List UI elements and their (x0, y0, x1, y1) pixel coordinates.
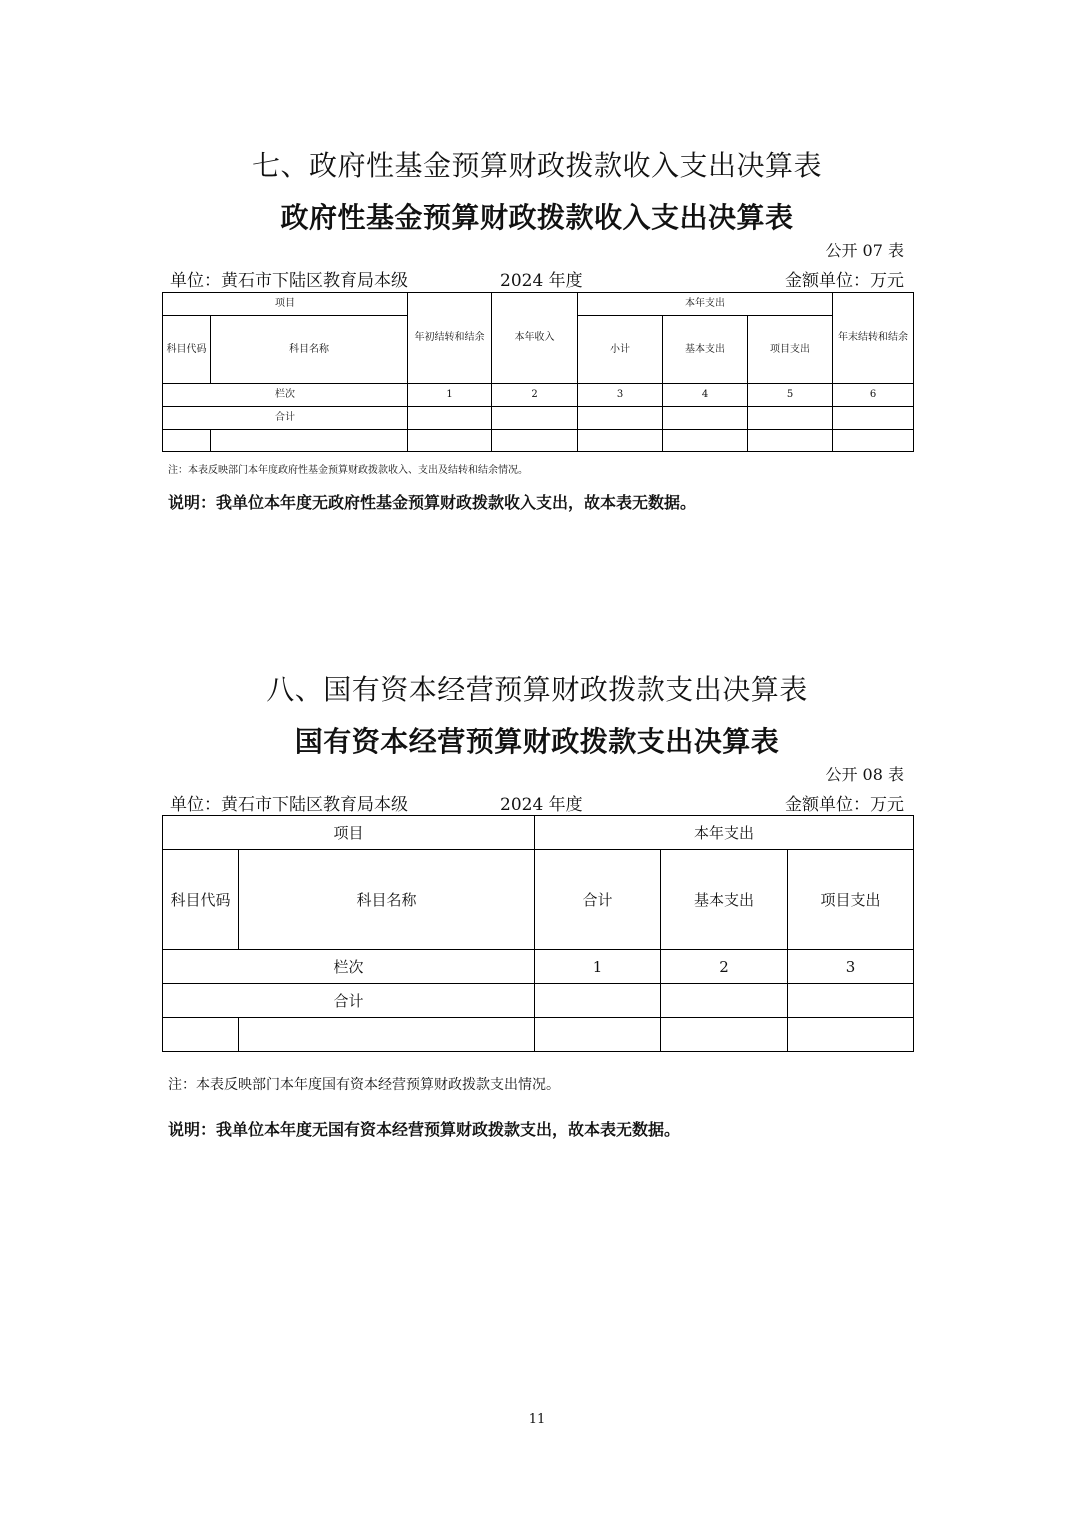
section7-year: 2024 年度 (500, 271, 583, 291)
page-number: 11 (528, 1412, 546, 1427)
table-cell (578, 430, 663, 452)
header-subtotal: 小计 (578, 316, 663, 384)
header-name: 科目名称 (211, 316, 408, 384)
table-cell (663, 430, 748, 452)
section7-note: 注：本表反映部门本年度政府性基金预算财政拨款收入、支出及结转和结余情况。 (168, 465, 528, 476)
section7-heading: 七、政府性基金预算财政拨款收入支出决算表 (251, 149, 822, 182)
column-number-label: 栏次 (163, 950, 535, 984)
section7-table-title: 政府性基金预算财政拨款收入支出决算表 (280, 201, 794, 234)
table-cell (408, 407, 492, 430)
table-cell (239, 1018, 535, 1052)
column-number: 2 (492, 384, 578, 407)
header-project: 项目支出 (748, 316, 833, 384)
table-cell (535, 984, 661, 1018)
table-cell (748, 407, 833, 430)
header-name: 科目名称 (239, 850, 535, 950)
header-project: 项目支出 (788, 850, 914, 950)
header-end-balance: 年末结转和结余 (833, 293, 914, 384)
table-cell (661, 984, 788, 1018)
section8-meta-row (170, 790, 904, 815)
table-cell (535, 1018, 661, 1052)
section7-unit: 单位：黄石市下陆区教育局本级 (170, 271, 408, 291)
column-number-row (163, 384, 914, 407)
section8-note: 注：本表反映部门本年度国有资本经营预算财政拨款支出情况。 (168, 1077, 560, 1093)
table-cell (163, 430, 211, 452)
table-cell (492, 407, 578, 430)
header-item: 项目 (163, 293, 408, 316)
section7-money-unit: 金额单位：万元 (785, 271, 904, 291)
column-number: 5 (748, 384, 833, 407)
column-number: 6 (833, 384, 914, 407)
header-total: 合计 (535, 850, 661, 950)
table-cell (492, 430, 578, 452)
table-cell (661, 1018, 788, 1052)
total-label: 合计 (163, 984, 535, 1018)
section8-table-title: 国有资本经营预算财政拨款支出决算表 (294, 725, 780, 758)
total-label: 合计 (163, 407, 408, 430)
column-number: 1 (408, 384, 492, 407)
section7-table (162, 292, 914, 452)
column-number: 3 (578, 384, 663, 407)
total-row (163, 407, 914, 430)
column-number-row (163, 950, 914, 984)
header-expense: 本年支出 (535, 816, 914, 850)
section8-unit: 单位：黄石市下陆区教育局本级 (170, 795, 408, 815)
section8-explain: 说明：我单位本年度无国有资本经营预算财政拨款支出，故本表无数据。 (168, 1120, 681, 1139)
table-cell (833, 430, 914, 452)
table-cell (408, 430, 492, 452)
table-cell (788, 1018, 914, 1052)
table-cell (163, 1018, 239, 1052)
table-cell (748, 430, 833, 452)
header-code: 科目代码 (163, 850, 239, 950)
header-begin-balance: 年初结转和结余 (408, 293, 492, 384)
section8-money-unit: 金额单位：万元 (785, 795, 904, 815)
header-basic: 基本支出 (661, 850, 788, 950)
section8-heading: 八、国有资本经营预算财政拨款支出决算表 (266, 673, 808, 706)
header-income: 本年收入 (492, 293, 578, 384)
table-row (163, 1018, 914, 1052)
section8-year: 2024 年度 (500, 795, 583, 815)
section7-meta-row (170, 266, 904, 291)
section7-form-no: 公开 07 表 (825, 241, 904, 260)
table-cell (833, 407, 914, 430)
section8-form-no: 公开 08 表 (825, 765, 904, 784)
header-code: 科目代码 (163, 316, 211, 384)
header-basic: 基本支出 (663, 316, 748, 384)
section7-explain: 说明：我单位本年度无政府性基金预算财政拨款收入支出，故本表无数据。 (168, 493, 697, 512)
column-number: 2 (661, 950, 788, 984)
table-cell (788, 984, 914, 1018)
section8-table (162, 815, 914, 1052)
table-cell (663, 407, 748, 430)
table-cell (211, 430, 408, 452)
table-row (163, 430, 914, 452)
total-row (163, 984, 914, 1018)
column-number-label: 栏次 (163, 384, 408, 407)
column-number: 3 (788, 950, 914, 984)
header-expense: 本年支出 (578, 293, 833, 316)
column-number: 1 (535, 950, 661, 984)
table-cell (578, 407, 663, 430)
column-number: 4 (663, 384, 748, 407)
header-item: 项目 (163, 816, 535, 850)
